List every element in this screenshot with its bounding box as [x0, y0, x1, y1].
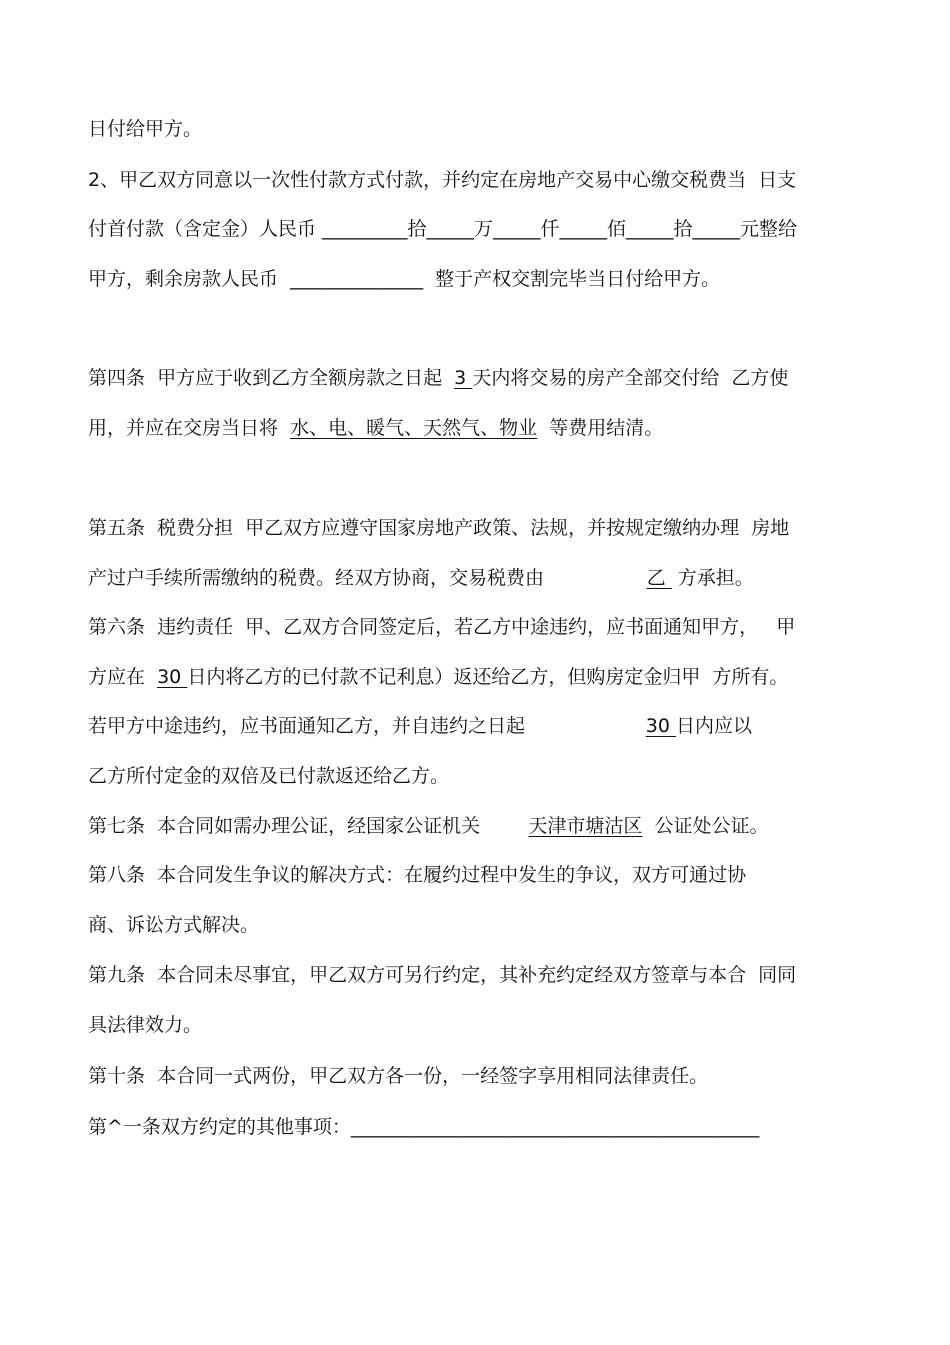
text-line: 第^一条双方约定的其他事项：___________________________________________ [88, 1116, 760, 1138]
text-line: 乙方所付定金的双倍及已付款返还给乙方。 [88, 765, 450, 787]
underlined-value: 30 [157, 666, 188, 688]
underlined-value: 乙 [646, 567, 672, 589]
article-4-line-2 [88, 416, 663, 440]
text-line: 具法律效力。 [88, 1014, 203, 1036]
text-segment: 方承担。 [671, 567, 754, 589]
text-segment: 用，并应在交房当日将 [88, 417, 291, 439]
text-line: 第十条 本合同一式两份，甲乙双方各一份，一经签字享用相同法律责任。 [88, 1065, 709, 1087]
underlined-value: 天津市塘沽区 [528, 815, 643, 837]
text-segment: 公证处公证。 [642, 815, 769, 837]
text-segment: 若甲方中途违约，应书面通知乙方，并自违约之日起 [88, 715, 646, 737]
text-line: 甲方，剩余房款人民币 ______________ 整于产权交割完毕当日付给甲方。 [88, 268, 721, 290]
text-line: 第五条 税费分担 甲乙双方应遵守国家房地产政策、法规，并按规定缴纳办理 房地 [88, 517, 790, 539]
article-4-line-1 [88, 366, 788, 390]
underlined-value: 3 [454, 367, 473, 389]
text-line: 第八条 本合同发生争议的解决方式：在履约过程中发生的争议，双方可通过协 [88, 864, 747, 886]
text-line: 第九条 本合同未尽事宜，甲乙双方可另行约定，其补充约定经双方签章与本合 同同 [88, 964, 797, 986]
text-segment: 第四条 甲方应于收到乙方全额房款之日起 [88, 367, 455, 389]
article-5-line-2 [88, 566, 754, 590]
article-6-line-2 [88, 665, 788, 689]
underlined-value: 水、电、暖气、天然气、物业 [290, 417, 538, 439]
text-segment: 日内将乙方的已付款不记利息）返还给乙方，但购房定金归甲 方所有。 [187, 666, 789, 688]
text-line: 商、诉讼方式解决。 [88, 914, 260, 936]
text-segment: 产过户手续所需缴纳的税费。经双方协商，交易税费由 [88, 567, 647, 589]
text-line: 付首付款（含定金）人民币 _________拾_____万_____仟_____佰_____拾_____元整给 [88, 218, 798, 240]
text-segment: 方应在 [88, 666, 158, 688]
text-line: 第六条 违约责任 甲、乙双方合同签定后，若乙方中途违约，应书面通知甲方， 甲 [88, 616, 796, 638]
article-6-line-3 [88, 714, 752, 738]
text-line: 日付给甲方。 [88, 118, 203, 140]
article-7-line [88, 814, 769, 838]
text-segment: 天内将交易的房产全部交付给 乙方使 [472, 367, 789, 389]
text-line: 2、甲乙双方同意以一次性付款方式付款，并约定在房地产交易中心缴交税费当 日支 [88, 169, 797, 191]
text-segment: 等费用结清。 [537, 417, 664, 439]
text-segment: 第七条 本合同如需办理公证，经国家公证机关 [88, 815, 529, 837]
text-segment: 日内应以 [676, 715, 753, 737]
underlined-value: 30 [645, 715, 677, 737]
